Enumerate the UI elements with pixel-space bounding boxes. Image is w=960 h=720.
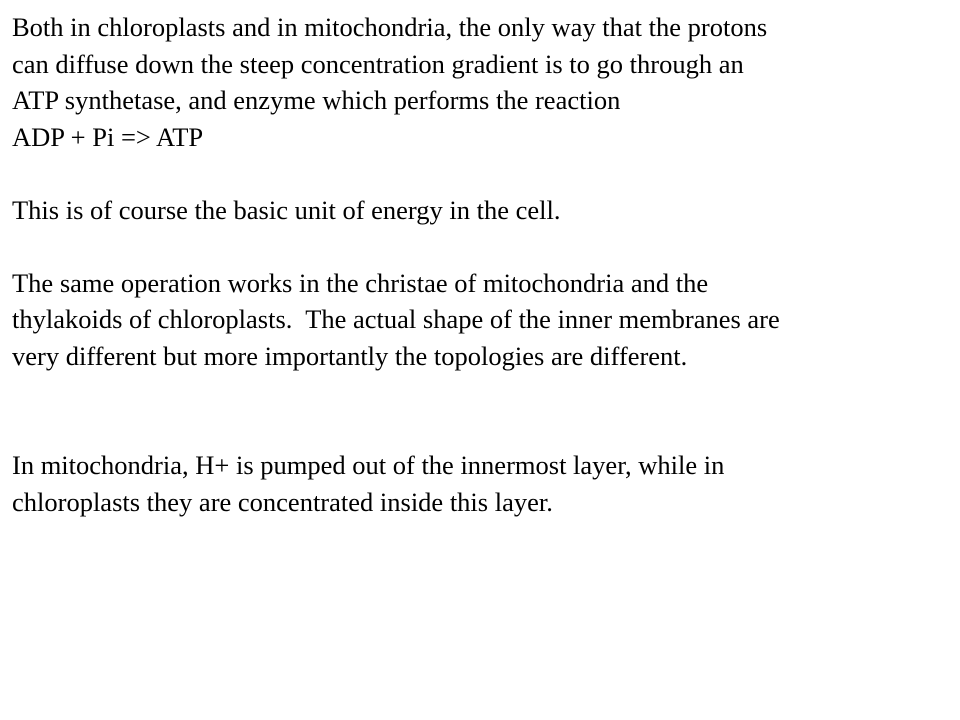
paragraph-spacer bbox=[12, 228, 947, 265]
text-line: ATP synthetase, and enzyme which performs the reaction bbox=[12, 85, 621, 115]
text-line: thylakoids of chloroplasts. The actual shape of the inner membranes are bbox=[12, 304, 780, 334]
paragraph-proton-pumping bbox=[12, 447, 947, 520]
slide-text-body bbox=[12, 9, 947, 520]
text-line: chloroplasts they are concentrated inside this layer. bbox=[12, 486, 553, 517]
paragraph-spacer bbox=[12, 374, 947, 411]
text-line: The same operation works in the christae of mitochondria and the bbox=[12, 267, 709, 298]
paragraph-spacer bbox=[12, 155, 947, 192]
paragraph-spacer bbox=[12, 411, 947, 448]
text-line: Both in chloroplasts and in mitochondria, the only way that the protons bbox=[12, 12, 768, 42]
text-line: very different but more importantly the topologies are different. bbox=[12, 340, 688, 371]
paragraph-membrane-topology bbox=[12, 265, 947, 375]
paragraph-atp-synthetase bbox=[12, 9, 947, 155]
text-line: This is of course the basic unit of energy in the cell. bbox=[12, 194, 561, 225]
text-line: In mitochondria, H+ is pumped out of the innermost layer, while in bbox=[12, 450, 725, 480]
text-line: can diffuse down the steep concentration gradient is to go through an bbox=[12, 48, 744, 79]
reaction-equation: ADP + Pi => ATP bbox=[12, 121, 204, 152]
paragraph-energy-unit bbox=[12, 192, 947, 229]
